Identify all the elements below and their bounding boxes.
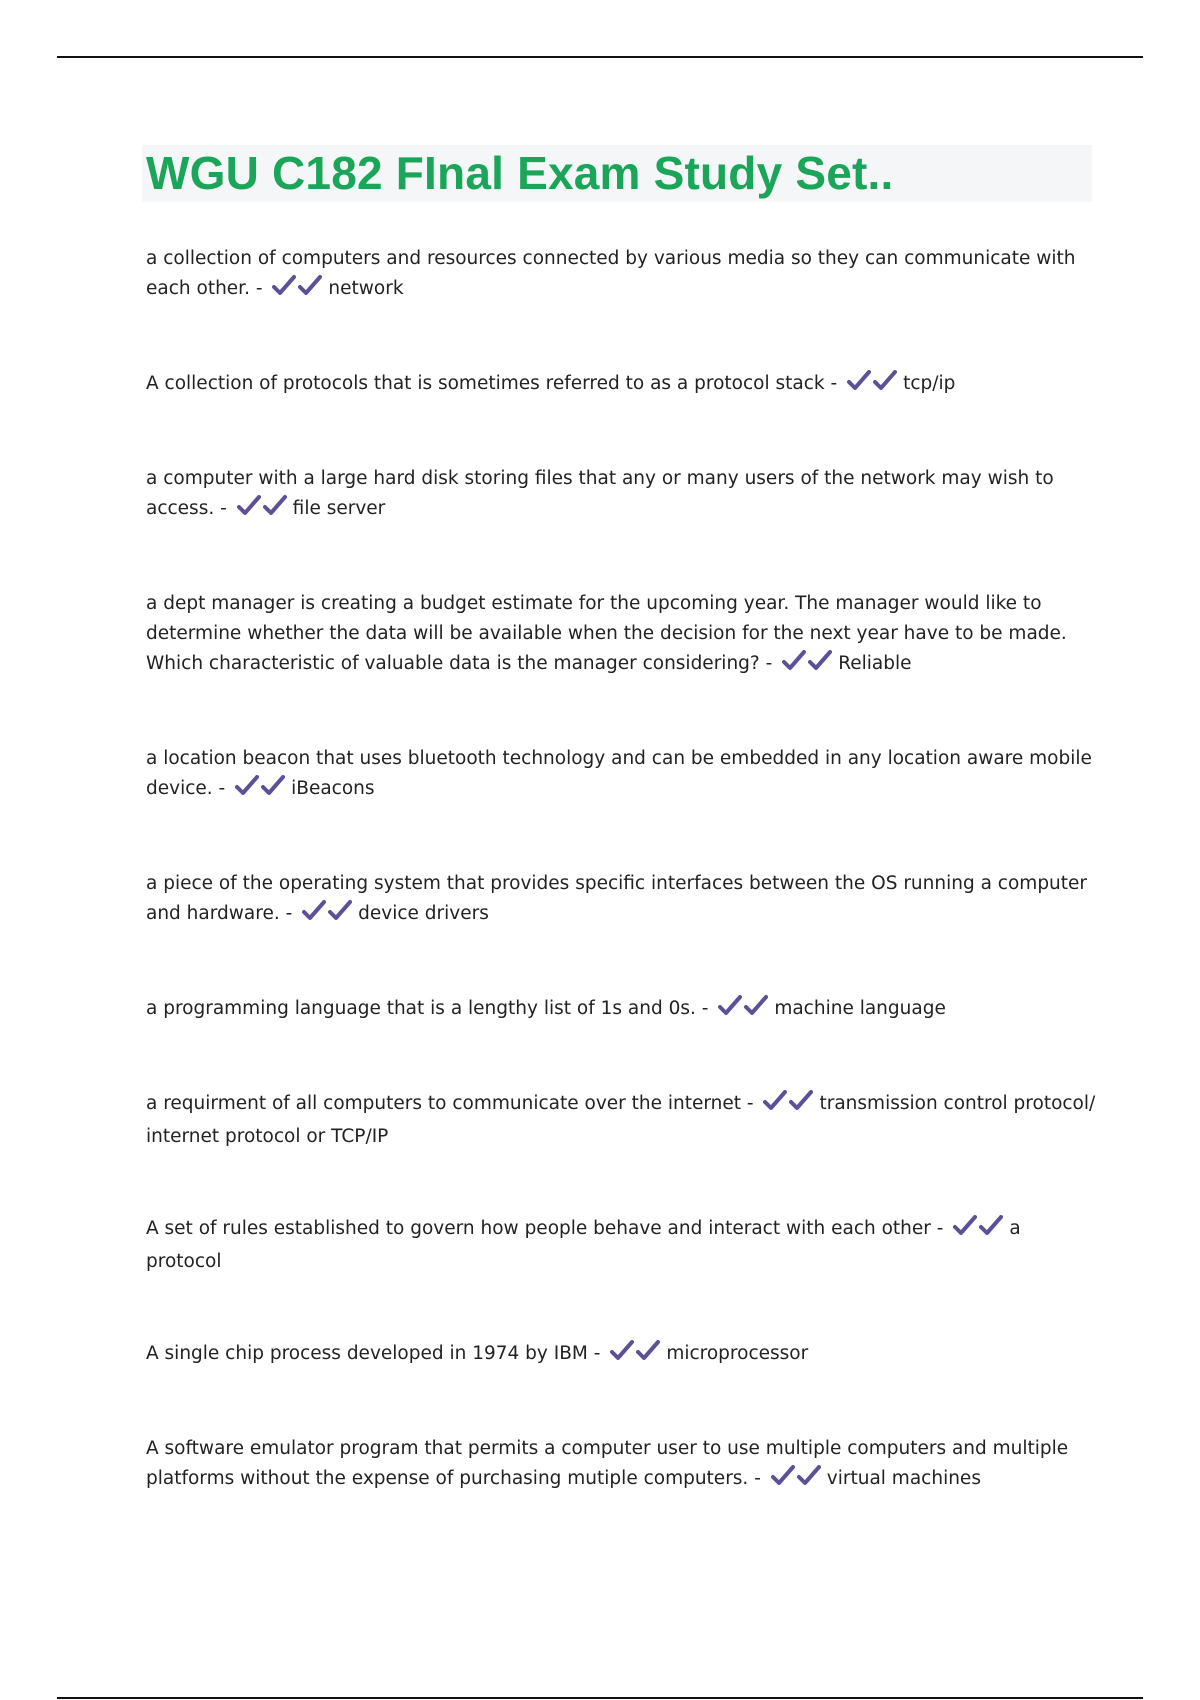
question-text: a programming language that is a lengthy list of 1s and 0s. (146, 998, 696, 1019)
check-icon (610, 1340, 636, 1362)
question-text: a location beacon that uses bluetooth technology and can be embedded in any location aware mobile device. (146, 748, 1092, 799)
flashcard-entry (146, 1214, 1096, 1277)
question-text: A collection of protocols that is sometimes referred to as a protocol stack (146, 373, 825, 394)
question-text: A software emulator program that permits a computer user to use multiple computers and multiple platforms without the expense of purchasing mutiple computers. (146, 1438, 1069, 1489)
answer-text: machine language (774, 998, 946, 1019)
double-check-icon (782, 650, 834, 682)
answer-text: file server (292, 498, 386, 519)
separator: - (824, 373, 838, 394)
check-icon (718, 995, 744, 1017)
check-icon (636, 1340, 662, 1362)
check-icon (298, 275, 324, 297)
flashcard-entry (146, 994, 1096, 1027)
separator: - (930, 1218, 944, 1239)
double-check-icon (847, 370, 899, 402)
question-text: a computer with a large hard disk storing files that any or many users of the network may wish to access. (146, 468, 1054, 519)
check-icon (763, 1090, 789, 1112)
separator: - (249, 278, 263, 299)
check-icon (302, 900, 328, 922)
answer-text: device drivers (358, 903, 489, 924)
check-icon (873, 370, 899, 392)
double-check-icon (237, 495, 289, 527)
separator: - (741, 1093, 754, 1114)
bottom-rule (57, 1697, 1143, 1699)
check-icon (808, 650, 834, 672)
question-text: A set of rules established to govern how people behave and interact with each other (146, 1218, 931, 1239)
document-title: WGU C182 FInal Exam Study Set.. (146, 147, 894, 199)
question-text: a collection of computers and resources connected by various media so they can communicate with each other. (146, 248, 1076, 299)
double-check-icon (272, 275, 324, 307)
flashcard-entry (146, 869, 1096, 932)
answer-text: network (328, 278, 404, 299)
separator: - (748, 1468, 761, 1489)
question-text: a requirment of all computers to communicate over the internet (146, 1093, 742, 1114)
flashcard-entry (146, 369, 1096, 402)
question-text: a piece of the operating system that provides specific interfaces between the OS running a computer and hardware. (146, 873, 1088, 924)
question-text: A single chip process developed in 1974 by IBM (146, 1343, 588, 1364)
check-icon (847, 370, 873, 392)
separator: - (279, 903, 293, 924)
separator: - (759, 653, 773, 674)
double-check-icon (771, 1465, 823, 1497)
answer-text: a protocol (146, 1218, 1021, 1272)
flashcard-list (146, 244, 1096, 1497)
check-icon (237, 495, 263, 517)
answer-text: Reliable (838, 653, 912, 674)
separator: - (214, 498, 227, 519)
check-icon (797, 1465, 823, 1487)
check-icon (235, 775, 261, 797)
check-icon (771, 1465, 797, 1487)
double-check-icon (610, 1340, 662, 1372)
top-rule (57, 56, 1143, 58)
check-icon (744, 995, 770, 1017)
flashcard-entry (146, 1089, 1096, 1152)
check-icon (328, 900, 354, 922)
flashcard-entry (146, 1434, 1096, 1497)
answer-text: transmission control protocol/ internet protocol or TCP/IP (146, 1093, 1096, 1147)
double-check-icon (302, 900, 354, 932)
check-icon (979, 1215, 1005, 1237)
double-check-icon (763, 1090, 815, 1122)
flashcard-entry (146, 1339, 1096, 1372)
flashcard-entry (146, 589, 1096, 682)
check-icon (789, 1090, 815, 1112)
answer-text: microprocessor (666, 1343, 809, 1364)
double-check-icon (718, 995, 770, 1027)
check-icon (263, 495, 289, 517)
flashcard-entry (146, 464, 1096, 527)
double-check-icon (235, 775, 287, 807)
check-icon (272, 275, 298, 297)
flashcard-entry (146, 744, 1096, 807)
check-icon (782, 650, 808, 672)
answer-text: virtual machines (826, 1468, 981, 1489)
double-check-icon (953, 1215, 1005, 1247)
check-icon (953, 1215, 979, 1237)
separator: - (695, 998, 709, 1019)
separator: - (212, 778, 226, 799)
flashcard-entry (146, 244, 1096, 307)
question-text: a dept manager is creating a budget estimate for the upcoming year. The manager would like to determine whether the data will be available when the decision for the next year have to be made. Which characteristic of valuable data is the manager considering? (146, 593, 1067, 674)
answer-text: tcp/ip (903, 373, 956, 394)
answer-text: iBeacons (291, 778, 375, 799)
separator: - (587, 1343, 601, 1364)
check-icon (261, 775, 287, 797)
